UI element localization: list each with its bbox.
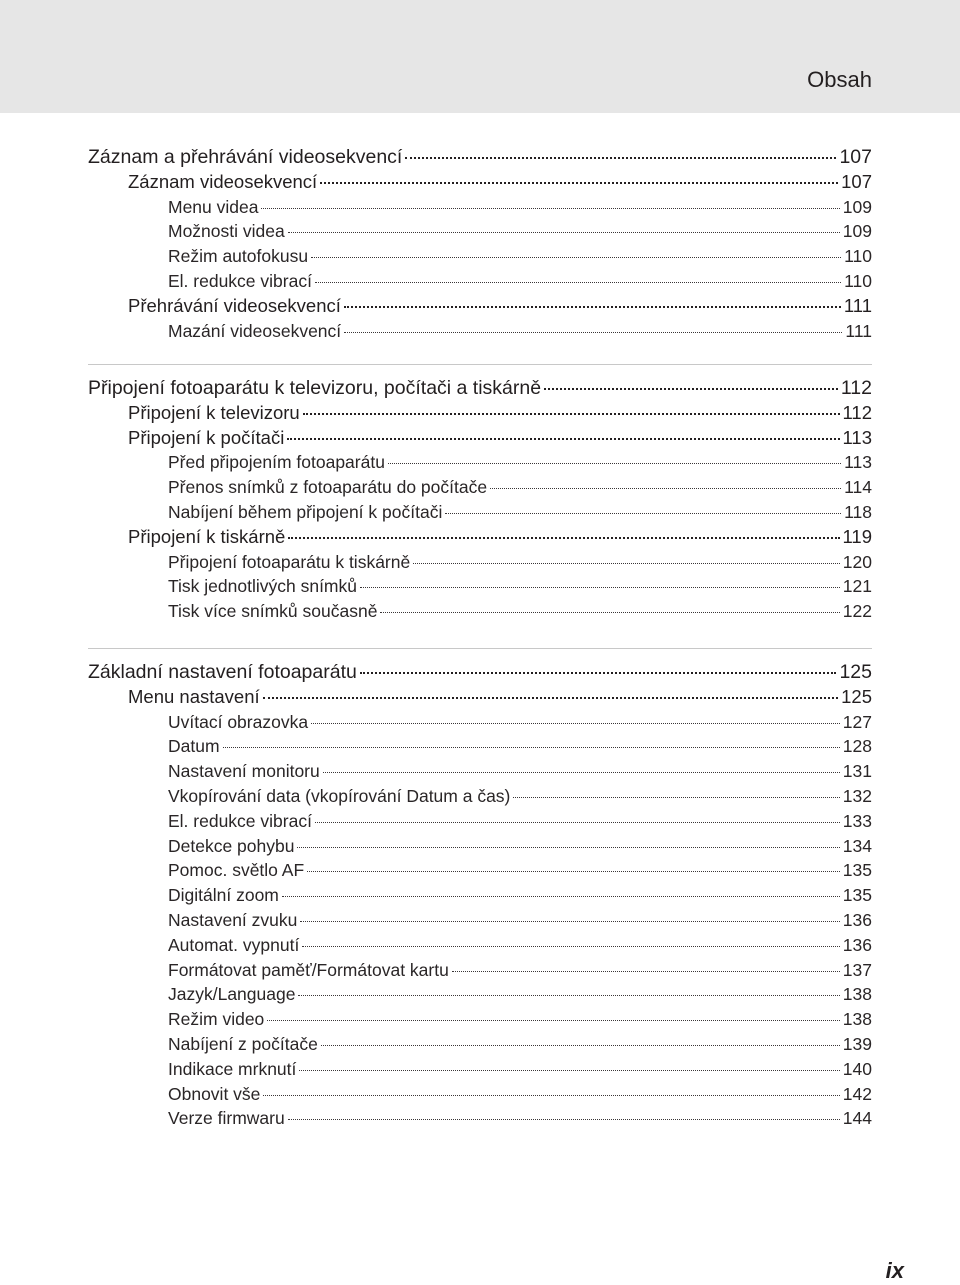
page-header [0,0,960,113]
toc-dot-leader [344,306,841,308]
toc-entry-title: Digitální zoom [168,885,279,906]
toc-entry-page: 132 [842,786,872,806]
toc-entry-title: Uvítací obrazovka [168,711,309,732]
toc-entry-page: 118 [844,502,872,522]
toc-entry-page: 125 [839,661,872,683]
toc-dot-leader [299,1070,839,1071]
toc-entry-title: Menu nastavení [128,685,260,707]
toc-entry-title: Nabíjení z počítače [168,1034,318,1054]
toc-entry-title: Připojení k televizoru [128,401,300,423]
toc-dot-leader [311,723,840,724]
toc-entry-title: Verze firmwaru [168,1108,285,1129]
toc-entry-level-3[interactable] [168,574,872,598]
toc-entry-level-3[interactable] [168,450,872,474]
toc-entry-page: 121 [842,576,872,597]
toc-entry-title: Přehrávání videosekvencí [128,294,341,316]
toc-entry-title: Připojení k tiskárně [128,525,286,547]
toc-entry-title: Tisk jednotlivých snímků [168,576,357,597]
toc-entry-page: 128 [842,736,872,757]
toc-entry-page: 109 [842,221,872,242]
toc-dot-leader [302,946,839,947]
toc-entry-title: Tisk více snímků současně [168,601,378,622]
toc-entry-page: 135 [842,885,872,906]
toc-entry-page: 122 [842,601,872,622]
toc-entry-title: Připojení fotoaparátu k tiskárně [168,551,411,572]
toc-dot-leader [315,822,840,823]
toc-dot-leader [288,1119,840,1120]
toc-entry-page: 138 [842,984,872,1005]
toc-dot-leader [287,438,839,440]
toc-entry-level-3[interactable] [168,858,872,882]
toc-entry-title: Záznam videosekvencí [128,170,318,192]
toc-entry-level-2[interactable] [128,426,872,450]
toc-entry-page: 136 [842,934,872,955]
toc-entry-page: 119 [842,525,872,547]
section-divider [88,648,872,649]
toc-entry-level-3[interactable] [168,759,872,783]
toc-entry-page: 107 [839,146,872,168]
toc-entry-title: Obnovit vše [168,1083,261,1104]
toc-entry-title: Automat. vypnutí [168,934,300,955]
toc-entry-page: 113 [842,426,872,448]
toc-dot-leader [303,413,840,415]
toc-entry-page: 138 [842,1009,872,1030]
toc-entry-title: Nastavení zvuku [168,910,298,930]
toc-dot-leader [388,463,841,464]
toc-entry-level-3[interactable] [168,475,872,499]
section-divider [88,364,872,365]
toc-entry-page: 125 [841,685,872,707]
toc-entry-level-2[interactable] [128,401,872,425]
toc-entry-level-3[interactable] [168,809,872,833]
toc-entry-level-3[interactable] [168,195,872,219]
toc-entry-level-3[interactable] [168,319,872,343]
toc-dot-leader [307,871,840,872]
toc-entry-page: 120 [842,551,872,572]
toc-dot-leader [298,995,839,996]
toc-entry-level-2[interactable] [128,170,872,194]
toc-dot-leader [300,921,839,922]
toc-entry-page: 134 [842,835,872,856]
toc-dot-leader [544,388,838,390]
toc-entry-title: Datum [168,736,220,757]
toc-entry-level-2[interactable] [128,525,872,549]
toc-entry-level-3[interactable] [168,710,872,734]
toc-dot-leader [513,797,839,798]
toc-entry-title: Jazyk/Language [168,984,296,1005]
toc-dot-leader [360,587,840,588]
toc-entry-level-3[interactable] [168,883,872,907]
toc-entry-level-1[interactable] [88,376,872,400]
toc-entry-title: Připojení k počítači [128,426,285,448]
toc-dot-leader [311,257,841,258]
toc-entry-title: Před připojením fotoaparátu [168,452,385,473]
toc-dot-leader [282,896,840,897]
toc-entry-page: 110 [844,271,872,291]
toc-entry-page: 107 [841,170,872,192]
toc-entry-level-3[interactable] [168,1057,872,1081]
toc-dot-leader [405,157,836,159]
toc-entry-page: 137 [842,959,872,980]
toc-entry-title: El. redukce vibrací [168,271,312,291]
toc-entry-level-1[interactable] [88,145,872,169]
toc-entry-title: Mazání videosekvencí [168,320,342,341]
toc-dot-leader [344,332,842,333]
toc-entry-level-2[interactable] [128,685,872,709]
toc-entry-level-2[interactable] [128,294,872,318]
toc-entry-title: Režim autofokusu [168,246,309,267]
toc-entry-page: 114 [844,477,872,498]
toc-entry-level-3[interactable] [168,599,872,623]
toc-entry-title: Nabíjení během připojení k počítači [168,502,443,522]
toc-dot-leader [445,513,841,514]
toc-entry-title: Připojení fotoaparátu k televizoru, počítači a tiskárně [88,377,542,399]
toc-dot-leader [223,747,840,748]
toc-entry-title: Možnosti videa [168,221,285,242]
toc-entry-page: 136 [842,910,872,930]
toc-dot-leader [452,971,840,972]
toc-entry-level-3[interactable] [168,734,872,758]
toc-entry-level-3[interactable] [168,1007,872,1031]
toc-dot-leader [261,208,839,209]
toc-entry-page: 142 [842,1083,872,1104]
toc-entry-title: Přenos snímků z fotoaparátu do počítače [168,477,488,498]
toc-entry-title: Menu videa [168,196,259,217]
toc-entry-title: Režim video [168,1009,265,1030]
page-number: ix [885,1258,904,1283]
toc-entry-level-3[interactable] [168,500,872,524]
toc-dot-leader [490,488,841,489]
toc-entry-level-1[interactable] [88,660,872,684]
toc-entry-page: 144 [842,1108,872,1129]
toc-entry-title: Formátovat paměť/Formátovat kartu [168,959,449,980]
toc-dot-leader [360,672,837,674]
toc-entry-level-3[interactable] [168,933,872,957]
toc-entry-level-3[interactable] [168,1082,872,1106]
toc-entry-page: 113 [844,452,872,473]
toc-entry-page: 110 [844,246,872,267]
toc-dot-leader [288,232,840,233]
toc-dot-leader [288,537,839,539]
toc-entry-page: 135 [842,860,872,881]
toc-entry-page: 111 [843,294,872,316]
toc-entry-page: 112 [840,377,872,399]
toc-entry-level-3[interactable] [168,1032,872,1056]
toc-entry-level-3[interactable] [168,982,872,1006]
toc-entry-title: Detekce pohybu [168,835,295,856]
toc-entry-level-3[interactable] [168,244,872,268]
toc-dot-leader [323,772,840,773]
toc-entry-level-3[interactable] [168,1106,872,1130]
toc-dot-leader [263,1095,839,1096]
toc-dot-leader [297,847,839,848]
toc-entry-page: 131 [842,761,872,782]
toc-entry-title: Základní nastavení fotoaparátu [88,661,357,683]
toc-entry-level-3[interactable] [168,550,872,574]
toc-dot-leader [263,697,838,699]
toc-entry-title: Nastavení monitoru [168,761,320,782]
toc-entry-level-3[interactable] [168,958,872,982]
toc-entry-page: 133 [842,810,872,831]
toc-entry-level-3[interactable] [168,908,872,932]
toc-entry-page: 127 [842,711,872,732]
toc-entry-title: Pomoc. světlo AF [168,860,305,881]
toc-entry-page: 109 [842,196,872,217]
toc-dot-leader [315,282,841,283]
toc-entry-page: 139 [842,1034,872,1054]
toc-entry-title: Vkopírování data (vkopírování Datum a čas) [168,786,511,806]
toc-entry-title: Záznam a přehrávání videosekvencí [88,146,403,168]
toc-entry-page: 111 [845,320,872,341]
page-title: Obsah [807,67,872,92]
toc-entry-level-3[interactable] [168,269,872,293]
toc-entry-level-3[interactable] [168,219,872,243]
toc-dot-leader [413,563,840,564]
toc-dot-leader [380,612,839,613]
toc-entry-title: Indikace mrknutí [168,1058,297,1079]
toc-dot-leader [320,182,838,184]
toc-dot-leader [267,1020,840,1021]
toc-entry-page: 112 [842,401,872,423]
toc-dot-leader [321,1045,840,1046]
toc-entry-level-3[interactable] [168,834,872,858]
toc-entry-title: El. redukce vibrací [168,810,312,831]
toc-entry-level-3[interactable] [168,784,872,808]
toc-entry-page: 140 [842,1058,872,1079]
